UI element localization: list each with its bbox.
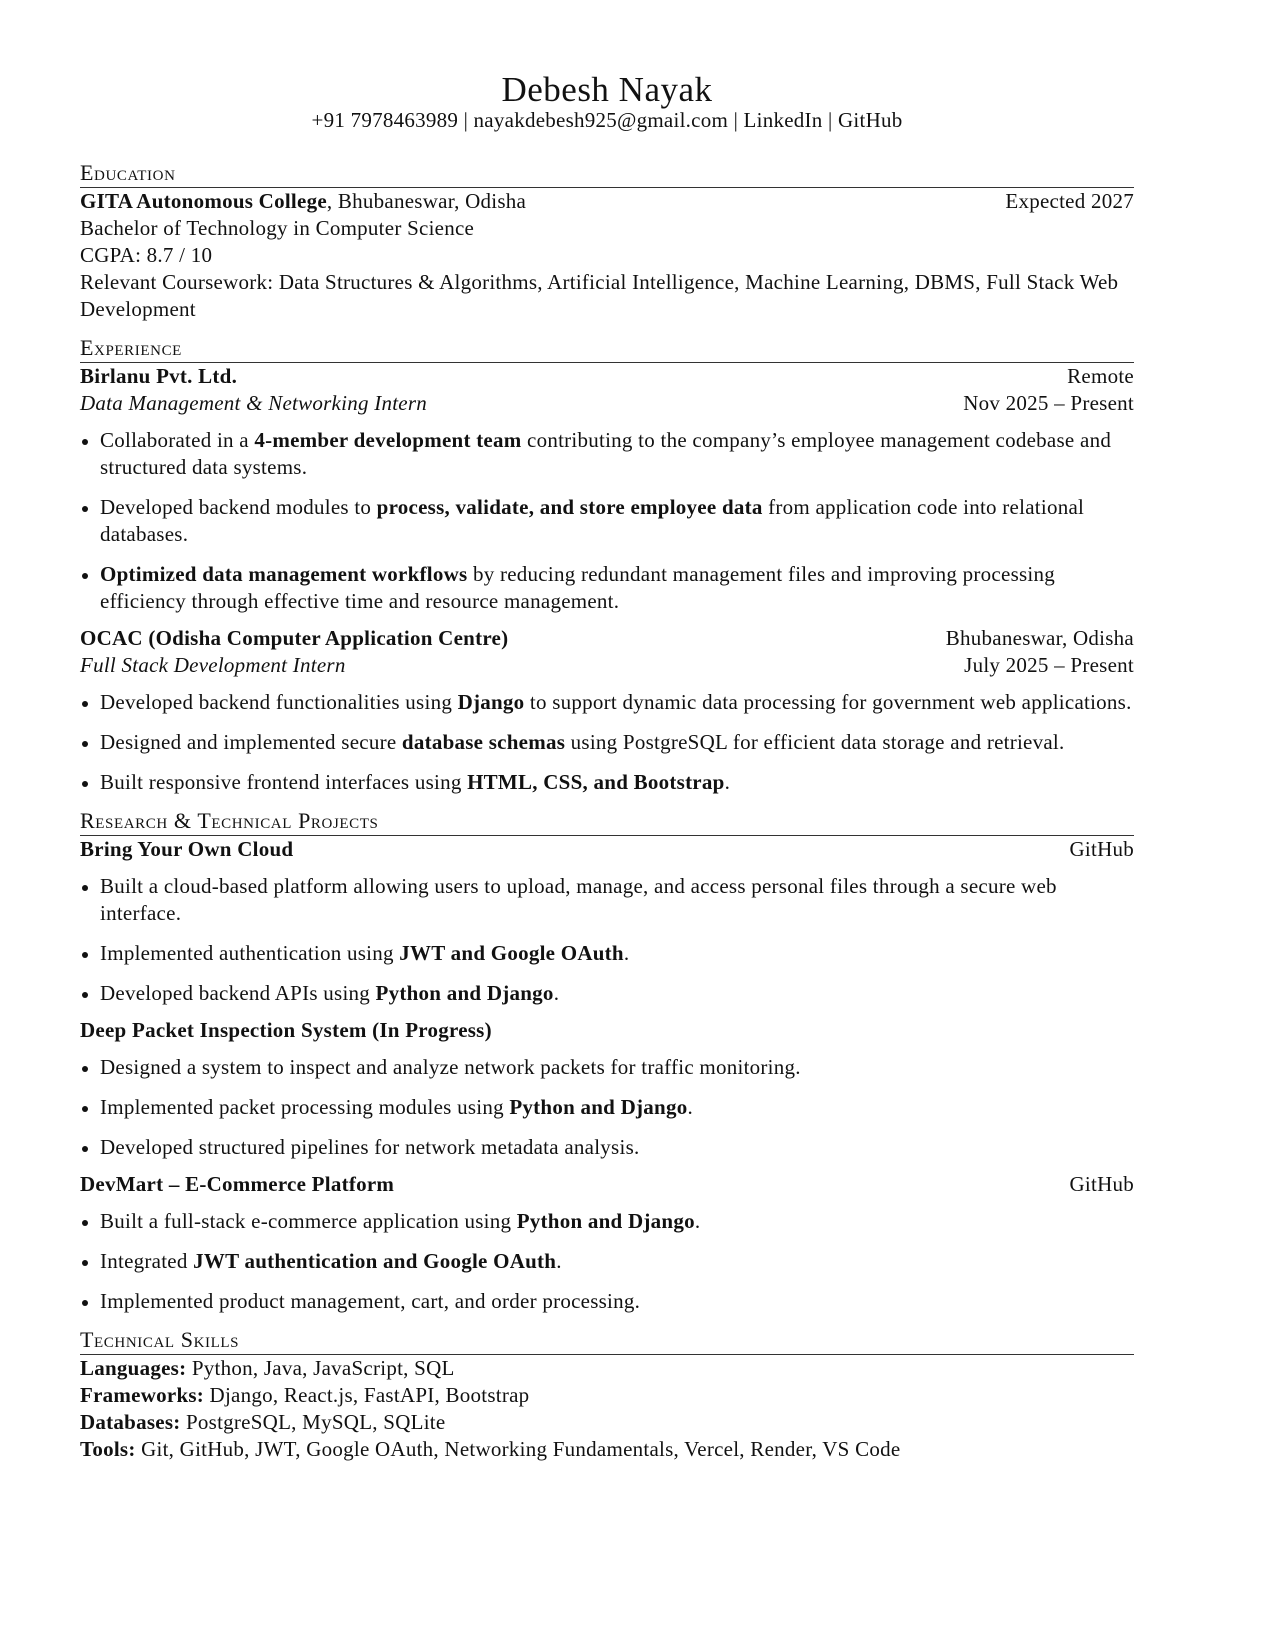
job-header: [80, 625, 1134, 652]
skill-label: Databases:: [80, 1410, 181, 1434]
job-location: Remote: [1067, 364, 1134, 388]
skill-row: [80, 1382, 1134, 1409]
bullet-item: [80, 980, 1134, 1007]
bullet-list: [80, 1054, 1134, 1161]
separator: |: [733, 108, 739, 132]
degree: Bachelor of Technology in Computer Science: [80, 216, 475, 240]
text-segment: Implemented authentication using: [100, 941, 400, 965]
text-segment: by reducing redundant management files and improving processing efficiency through effective time and resource management.: [100, 562, 1055, 613]
skill-row: [80, 1436, 1134, 1463]
skill-value: Django, React.js, FastAPI, Bootstrap: [204, 1383, 530, 1407]
bullet-list: [80, 427, 1134, 615]
skill-value: Python, Java, JavaScript, SQL: [186, 1356, 455, 1380]
separator: |: [463, 108, 469, 132]
text-segment: Implemented product management, cart, and order processing.: [100, 1289, 641, 1313]
text-segment: .: [623, 941, 630, 965]
text-segment: Developed backend functionalities using: [100, 690, 458, 714]
bold-text: Python and Django: [509, 1095, 688, 1119]
text-segment: .: [556, 1249, 562, 1273]
text-segment: .: [687, 1095, 693, 1119]
company-name: Birlanu Pvt. Ltd.: [80, 364, 238, 388]
bullet-item: [80, 561, 1134, 615]
text-segment: Built a cloud-based platform allowing users to upload, manage, and access personal files through a secure web interface.: [100, 874, 1057, 925]
cgpa: CGPA: 8.7 / 10: [80, 243, 213, 267]
text-segment: Collaborated in a: [100, 428, 255, 452]
text-segment: Developed backend APIs using: [100, 981, 376, 1005]
job-header: [80, 363, 1134, 390]
skill-label: Frameworks:: [80, 1383, 205, 1407]
bullet-item: [80, 873, 1134, 927]
education-entry: [80, 188, 1134, 215]
experience-list: [80, 363, 1134, 796]
bullet-item: [80, 1134, 1134, 1161]
job-subheader: [80, 652, 1134, 679]
job-date: Nov 2025 – Present: [963, 391, 1134, 415]
job-role: Data Management & Networking Intern: [80, 391, 428, 415]
project-github-link[interactable]: GitHub: [1069, 837, 1134, 861]
bullet-list: [80, 1208, 1134, 1315]
coursework: Relevant Coursework: Data Structures & Algorithms, Artificial Intelligence, Machine Learning, DBMS, Full Stack Web Development: [80, 270, 1119, 321]
bullet-item: [80, 1208, 1134, 1235]
bold-text: database schemas: [401, 730, 566, 754]
text-segment: Developed structured pipelines for network metadata analysis.: [100, 1135, 640, 1159]
project-title: Deep Packet Inspection System (In Progress): [80, 1018, 492, 1042]
job-role: Full Stack Development Intern: [80, 653, 346, 677]
project-header: [80, 836, 1134, 863]
skill-value: Git, GitHub, JWT, Google OAuth, Networking Fundamentals, Vercel, Render, VS Code: [135, 1437, 901, 1461]
section-heading-education: Education: [80, 159, 1134, 188]
text-segment: Designed a system to inspect and analyze network packets for traffic monitoring.: [100, 1055, 801, 1079]
project-title: DevMart – E-Commerce Platform: [80, 1172, 395, 1196]
bullet-item: [80, 427, 1134, 481]
project-list: [80, 836, 1134, 1315]
text-segment: Built a full-stack e-commerce application using: [100, 1209, 517, 1233]
resume-page: [80, 0, 1134, 1463]
email-link[interactable]: nayakdebesh925@gmail.com: [473, 108, 729, 132]
section-heading-experience: Experience: [80, 334, 1134, 363]
skill-row: [80, 1409, 1134, 1436]
text-segment: .: [724, 770, 731, 794]
school-name: GITA Autonomous College: [80, 189, 327, 213]
bold-text: JWT and Google OAuth: [399, 941, 624, 965]
text-segment: from application code into relational databases.: [100, 495, 1085, 546]
bullet-list: [80, 873, 1134, 1007]
text-segment: Designed and implemented secure: [100, 730, 402, 754]
bullet-item: [80, 689, 1134, 716]
bullet-item: [80, 729, 1134, 756]
phone: +91 7978463989: [311, 108, 459, 132]
text-segment: using PostgreSQL for efficient data storage and retrieval.: [565, 730, 1065, 754]
bold-text: Django: [457, 690, 525, 714]
graduation-date: Expected 2027: [1005, 189, 1134, 213]
text-segment: .: [553, 981, 560, 1005]
job-location: Bhubaneswar, Odisha: [945, 626, 1134, 650]
skill-value: PostgreSQL, MySQL, SQLite: [180, 1410, 446, 1434]
bullet-list: [80, 689, 1134, 796]
candidate-name: Debesh Nayak: [501, 70, 713, 109]
project-header: [80, 1017, 1134, 1044]
contact-line: [80, 107, 1134, 134]
skill-row: [80, 1355, 1134, 1382]
bold-text: Python and Django: [375, 981, 554, 1005]
text-segment: Implemented packet processing modules using: [100, 1095, 510, 1119]
github-link[interactable]: GitHub: [838, 108, 903, 132]
separator: |: [828, 108, 833, 132]
skill-label: Tools:: [80, 1437, 136, 1461]
bullet-item: [80, 1054, 1134, 1081]
job-date: July 2025 – Present: [964, 653, 1134, 677]
text-segment: to support dynamic data processing for government web applications.: [524, 690, 1132, 714]
project-github-link[interactable]: GitHub: [1069, 1172, 1134, 1196]
skills-list: [80, 1355, 1134, 1463]
bold-text: JWT authentication and Google OAuth: [193, 1249, 557, 1273]
project-title: Bring Your Own Cloud: [80, 837, 294, 861]
text-segment: Developed backend modules to: [100, 495, 377, 519]
text-segment: Integrated: [100, 1249, 194, 1273]
text-segment: .: [694, 1209, 701, 1233]
section-heading-projects: Research & Technical Projects: [80, 807, 1134, 836]
bold-text: 4-member development team: [254, 428, 522, 452]
bullet-item: [80, 1288, 1134, 1315]
bold-text: Optimized data management workflows: [100, 562, 468, 586]
section-heading-skills: Technical Skills: [80, 1326, 1134, 1355]
skill-label: Languages:: [80, 1356, 187, 1380]
project-header: [80, 1171, 1134, 1198]
bullet-item: [80, 769, 1134, 796]
bold-text: Python and Django: [516, 1209, 695, 1233]
bullet-item: [80, 494, 1134, 548]
school-location: , Bhubaneswar, Odisha: [326, 189, 527, 213]
bold-text: HTML, CSS, and Bootstrap: [467, 770, 725, 794]
text-segment: contributing to the company’s employee management codebase and structured data systems.: [100, 428, 1112, 479]
text-segment: Built responsive frontend interfaces using: [100, 770, 468, 794]
company-name: OCAC (Odisha Computer Application Centre): [80, 626, 509, 650]
bullet-item: [80, 940, 1134, 967]
bold-text: process, validate, and store employee data: [376, 495, 763, 519]
job-subheader: [80, 390, 1134, 417]
bullet-item: [80, 1248, 1134, 1275]
bullet-item: [80, 1094, 1134, 1121]
linkedin-link[interactable]: LinkedIn: [743, 108, 823, 132]
